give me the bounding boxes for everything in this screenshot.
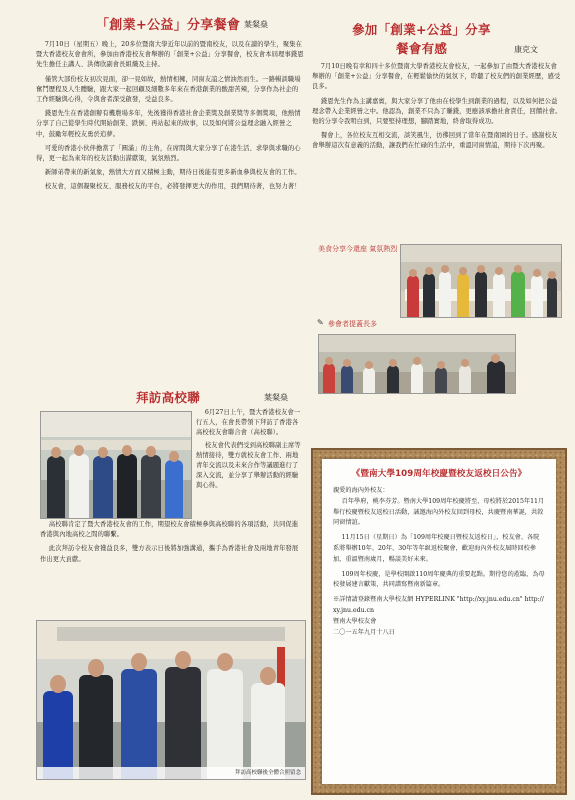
notice-paragraph: 11月15日（星期日）為「109周年校慶日暨校友返校日」，校友會、各院系將舉辦10年、20年、30年等年級返校聚會，歡迎海內外校友屆時回校參加，重溫暨南歲月，暢談美好未來。: [333, 534, 540, 563]
article2-paragraph: 高校聯肯定了暨大香港校友會的工作，期望校友會積極參與高校聯的各項活動，共同促進香港與內地高校之間的聯繫。: [40, 521, 299, 539]
photo-caption: 拜訪高校聯後全體合照留念: [37, 767, 305, 779]
photo-label-attendees: 參會者提蓋長多: [328, 320, 377, 328]
photo-label-food: 美食分享今還座 氣氛熱烈: [318, 245, 398, 253]
notice-board: [311, 448, 567, 795]
article3-header: [312, 20, 562, 54]
article3-body: [312, 62, 562, 152]
dinner-group-photo: [400, 244, 562, 318]
article3: [312, 20, 562, 156]
notice-date: 二〇一五年九月十八日: [333, 628, 395, 636]
article3-author: 康克文: [514, 45, 538, 54]
article3-title-line1: 參加「創業+公益」分享: [352, 22, 491, 37]
notice-paragraph: 百年學府，桃李芬芳。暨南大學109周年校慶將至，母校將於2015年11月舉行校慶暨校友返校日活動，誠邀海內外校友回到母校，共慶暨南華誕，共敘同窗情誼。: [333, 497, 545, 527]
pin-icon: ✎: [317, 318, 324, 327]
article1-header: [36, 8, 304, 40]
notice-paragraph: 109周年校慶，是學校開啟110周年慶典的重要起點。期待您的蒞臨，為母校發展建言獻策，共同譜寫暨南新篇章。: [333, 570, 545, 589]
article2-body-lower: [40, 520, 302, 569]
article2-body: [196, 408, 302, 494]
article1-paragraph: 可愛的香港小伙伴擔當了「圓滿」的主角，在席間與大家分享了在港生活、求學與求職的心得，更一起為來年的校友活動出謀獻策，氣氛熱烈。: [36, 144, 301, 163]
article1-title: 「創業+公益」分享餐會: [96, 18, 241, 33]
article1-paragraph: 7月10日（星期五）晚上，20多位暨南大學近年以前的暨南校友，以及在讀的學生，聚集在暨大香港校友會會所，參加由香港校友會舉辦的「創業+公益」分享餐會，校友會本屆理事錢恩先生擔任主講人、洪傳欣副會長組織及主持。: [36, 41, 304, 69]
article2-author: 葉粲燊: [264, 393, 288, 402]
article1-paragraph: 新師弟帶來的新氣象，熱情大方而又積極主動，期待日後能有更多新血參與校友會的工作。: [44, 169, 301, 177]
notice-paper: [322, 459, 556, 784]
article1: [36, 8, 304, 197]
notice-sign: 暨南大學校友會: [333, 617, 377, 625]
visit-group-photo: [40, 411, 192, 519]
article3-title-line2: 餐會有感: [396, 41, 448, 56]
attendees-photo: [318, 334, 516, 394]
article1-paragraph: 僅管大部份校友初次見面，卻一見如故，熱情相擁，同窗友誼之情油然而生。一路暢談職場奮鬥歷程及人生體驗，跟大家一起回顧及細數多年來在香港創業的酸甜苦辣，分享作為社企的工作經驗與心得，令與會者深受啟發，受益良多。: [36, 75, 301, 104]
article3-paragraph: 錢恩先生作為主講嘉賓，與大家分享了他由在校學生到創業的過程，以及如何把公益理念帶入企業經營之中。他認為，創業不只為了賺錢，更應該承擔社會責任，回饋社會。他的分享令我明白到，只要堅持理想，腳踏實地，終會取得成功。: [312, 97, 562, 126]
article1-paragraph: 錢恩先生在香港創辦有機農場多年，先後獲得香港社會企業獎及創業獎等多個獎項，他熱情分享了自己從學生時代開始創業、跌倒、再站起來的故事，以及如何將公益理念融入經營之中，鼓勵年輕校友勇於追夢。: [36, 110, 301, 138]
article2-paragraph: 此次拜訪令校友會獲益良多，雙方表示日後將加強溝通，攜手為香港社會及兩地青年發展作出更大貢獻。: [40, 545, 299, 563]
notice-title: 《暨南大學109周年校慶暨校友返校日公告》: [351, 469, 527, 479]
article1-author: 葉粲燊: [244, 20, 268, 29]
article3-paragraph: 7月10日晚有幸和四十多位暨南大學香港校友會校友，一起參加了由暨大香港校友會舉辦的「創業+公益」分享餐會，在輕鬆愉快的氣氛下，聆聽了校友們的創業經歷，感受良多。: [312, 63, 561, 91]
article2-paragraph: 6月27日上午，暨大香港校友會一行五人，在會長帶領下拜訪了香港各高校校友會聯合會（高校聯）。: [196, 409, 301, 437]
article3-paragraph: 餐會上，各位校友互相交流，談笑風生，彷彿回到了當年在暨南園的日子。感謝校友會舉辦這次有意義的活動，讓我們在忙碌的生活中，重溫同窗情誼，期待下次再聚。: [312, 132, 558, 150]
notice-greeting: 親愛的海內外校友：: [333, 487, 389, 494]
article2-title: 拜訪高校聯: [136, 390, 201, 405]
article2-header: [36, 386, 304, 406]
article1-body: [36, 40, 304, 193]
article2-paragraph: 校友會代表們受到高校聯副主席等熱情接待，雙方就校友會工作、兩地青年交流以及未來合作等議題進行了深入交流，並分享了舉辦活動的經驗與心得。: [196, 441, 301, 490]
article1-paragraph: 校友會，這個凝聚校友、服務校友的平台，必將發揮更大的作用，我們期待著，也努力著！: [44, 183, 301, 191]
visit-group-photo-2: [36, 620, 306, 780]
notice-link: ※詳情請登錄暨南大學校友網 HYPERLINK "http://xy.jnu.edu.cn" http://xy.jnu.edu.cn: [333, 596, 544, 614]
